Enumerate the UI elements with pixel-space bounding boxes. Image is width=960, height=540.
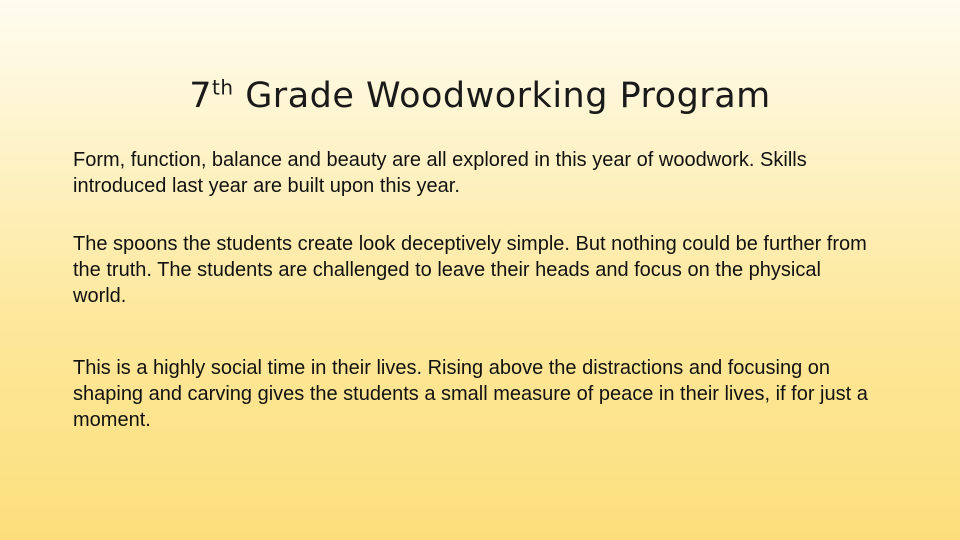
body-paragraph-social-time: This is a highly social time in their lives. Rising above the distractions and focusing on shaping and carving gives the students a small measure of peace in their lives, if for just a moment. xyxy=(73,357,868,431)
title-ordinal-suffix: th xyxy=(212,75,234,100)
slide-title xyxy=(0,75,960,117)
body-paragraph-spoons: The spoons the students create look deceptively simple. But nothing could be further from the truth. The students are challenged to leave their heads and focus on the physical world. xyxy=(73,233,867,307)
slide-body xyxy=(73,147,873,433)
title-grade-number: 7 xyxy=(189,76,213,117)
title-text: Grade Woodworking Program xyxy=(233,76,771,117)
body-paragraph-form-function: Form, function, balance and beauty are all explored in this year of woodwork. Skills introduced last year are built upon this year. xyxy=(73,149,807,197)
